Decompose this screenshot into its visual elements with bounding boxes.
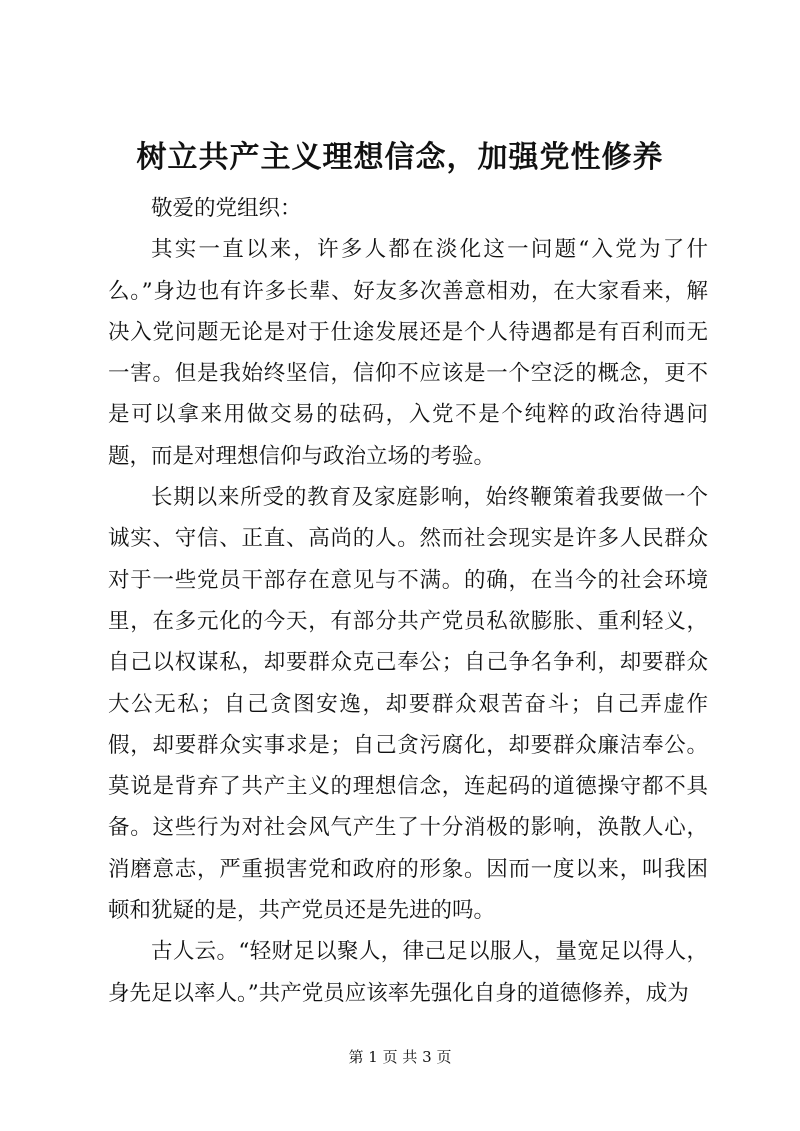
page-number-footer: 第 1 页 共 3 页 bbox=[348, 1048, 452, 1066]
document-title: 树立共产主义理想信念，加强党性修养 bbox=[136, 140, 664, 175]
document-body bbox=[108, 188, 708, 1014]
paragraph-1: 其实一直以来，许多人都在淡化这一问题“入党为了什么。”身边也有许多长辈、好友多次善意相劝，在大家看来，解决入党问题无论是对于仕途发展还是个人待遇都是有百利而无一害。但是我始终坚信，信仰不应该是一个空泛的概念，更不是可以拿来用做交易的砝码，入党不是个纯粹的政治待遇问题，而是对理想信仰与政治立场的考验。 bbox=[108, 237, 708, 469]
paragraph-3: 古人云。“轻财足以聚人，律己足以服人，量宽足以得人，身先足以率人。”共产党员应该率先强化自身的道德修养，成为 bbox=[108, 939, 708, 1006]
paragraph-2: 长期以来所受的教育及家庭影响，始终鞭策着我要做一个诚实、守信、正直、高尚的人。然而社会现实是许多人民群众对于一些党员干部存在意见与不满。的确，在当今的社会环境里，在多元化的今天，有部分共产党员私欲膨胀、重利轻义，自己以权谋私，却要群众克己奉公；自己争名争利，却要群众大公无私；自己贪图安逸，却要群众艰苦奋斗；自己弄虚作假，却要群众实事求是；自己贪污腐化，却要群众廉洁奉公。莫说是背弃了共产主义的理想信念，连起码的道德操守都不具备。这些行为对社会风气产生了十分消极的影响，涣散人心，消磨意志，严重损害党和政府的形象。因而一度以来，叫我困顿和犹疑的是，共产党员还是先进的吗。 bbox=[108, 485, 708, 924]
salutation: 敬爱的党组织： bbox=[151, 196, 302, 221]
